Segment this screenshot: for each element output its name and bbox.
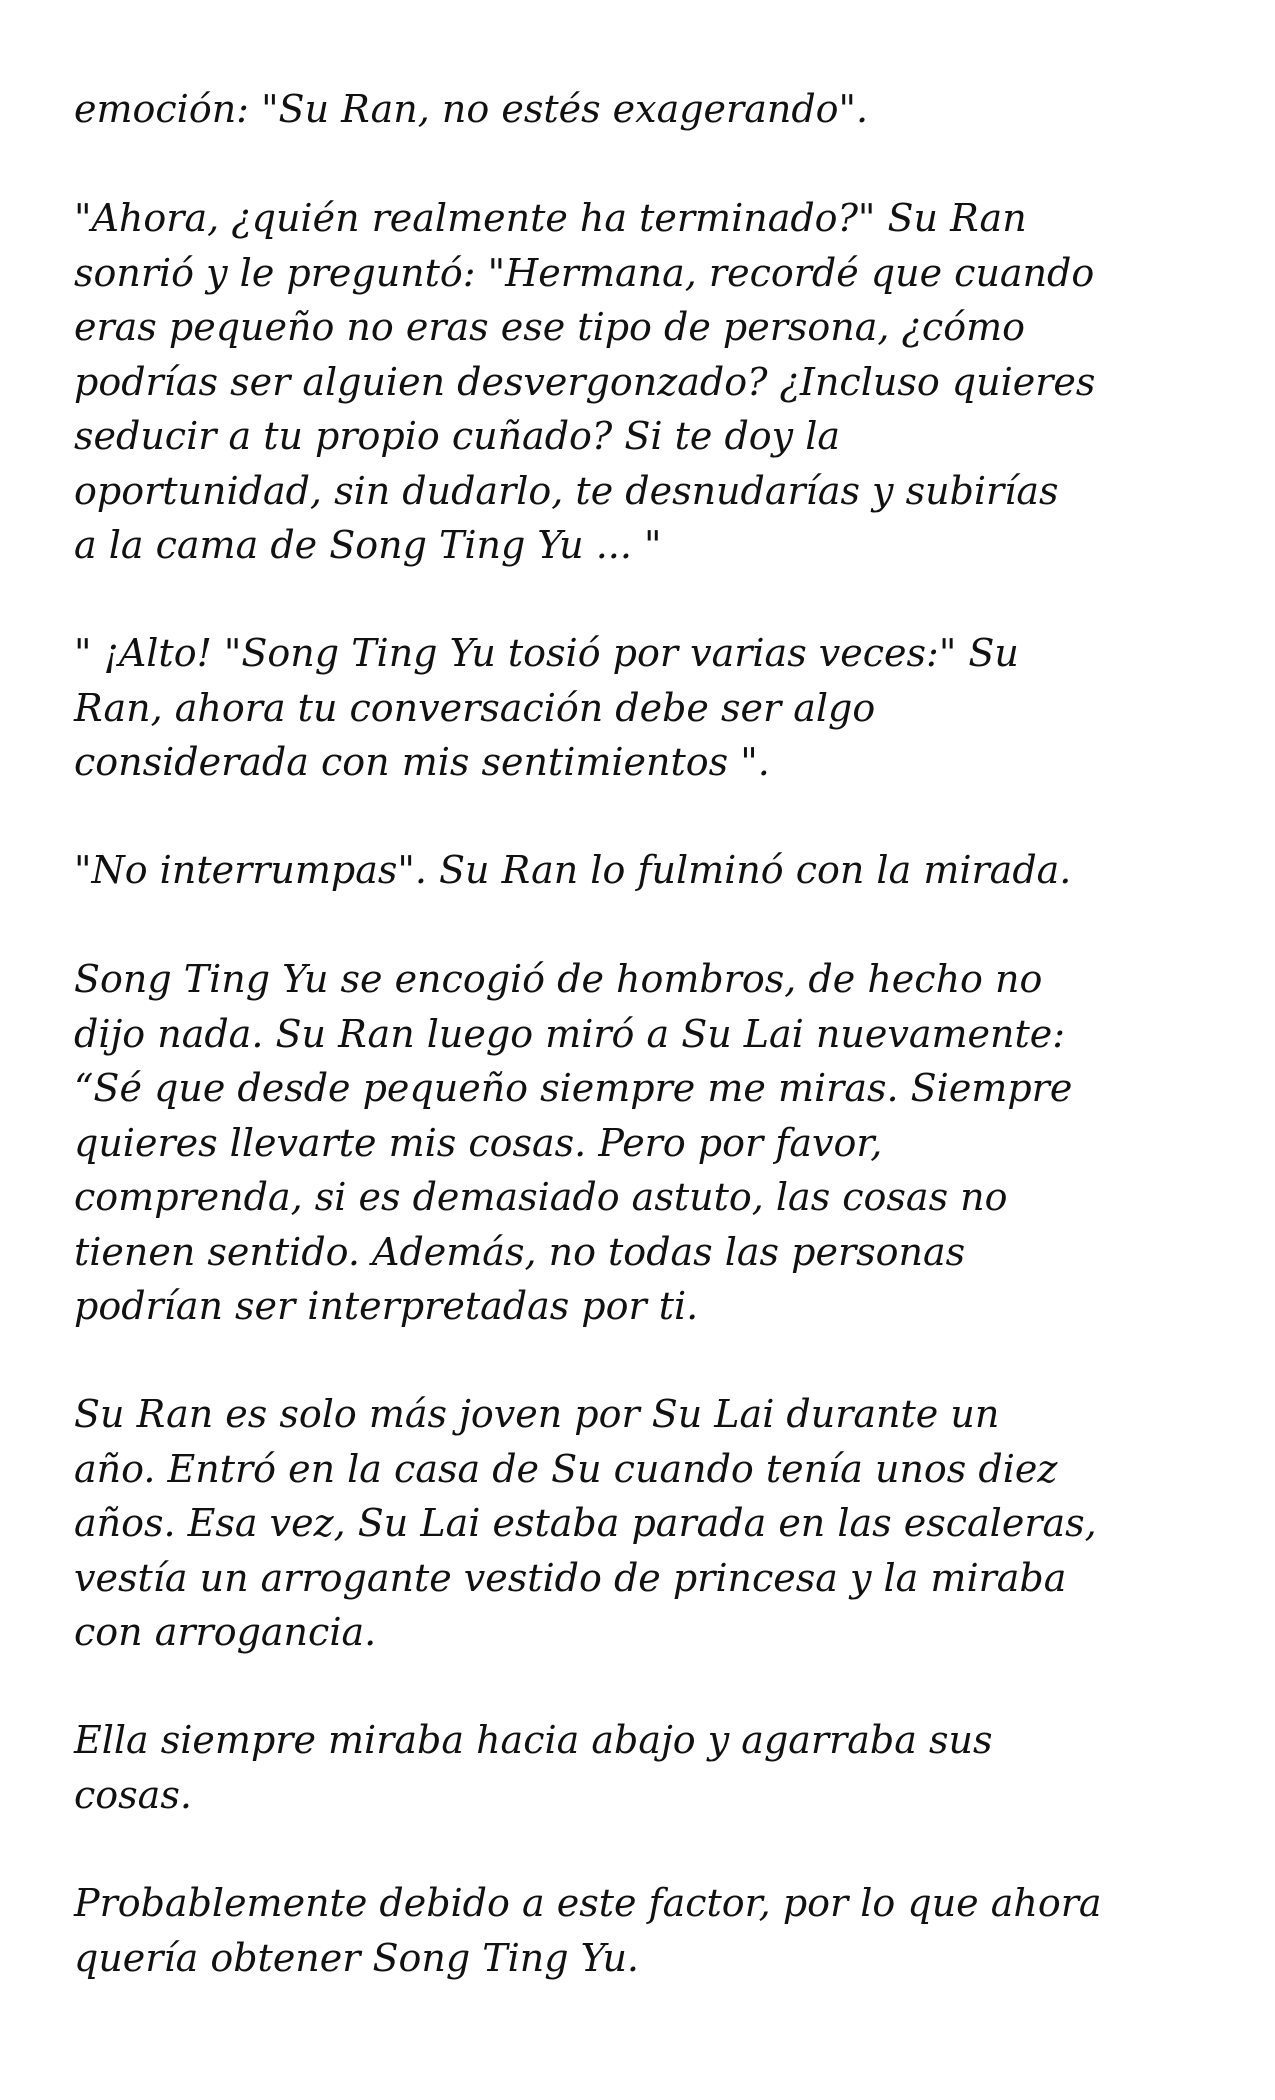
text-line: quería obtener Song Ting Yu. [74, 1935, 640, 1980]
paragraph-6 [74, 1387, 1219, 1660]
text-line: seducir a tu propio cuñado? Si te doy la [74, 414, 841, 458]
text-line: quieres llevarte mis cosas. Pero por favor, [74, 1120, 883, 1165]
text-line: podrían ser interpretadas por ti. [74, 1284, 699, 1328]
text-line: tienen sentido. Además, no todas las personas [74, 1229, 966, 1274]
text-line: con arrogancia. [74, 1610, 377, 1654]
text-line: “Sé que desde pequeño siempre me miras. Siempre [74, 1066, 1073, 1110]
text-line: comprenda, si es demasiado astuto, las cosas no [74, 1175, 1008, 1219]
text-line: "No interrumpas". Su Ran lo fulminó con la mirada. [74, 848, 1072, 892]
text-line: Song Ting Yu se encogió de hombros, de hecho no [74, 957, 1043, 1001]
paragraph-8 [74, 1876, 1219, 1985]
text-line: vestía un arrogante vestido de princesa y la miraba [74, 1555, 1067, 1600]
text-line: podrías ser alguien desvergonzado? ¿Incluso quieres [74, 359, 1096, 404]
text-line: a la cama de Song Ting Yu ... " [74, 523, 662, 567]
text-line: emoción: "Su Ran, no estés exagerando". [74, 87, 869, 131]
text-line: "Ahora, ¿quién realmente ha terminado?" Su Ran [74, 196, 1027, 240]
text-line: eras pequeño no eras ese tipo de persona, ¿cómo [74, 305, 1025, 349]
text-line: Probablemente debido a este factor, por lo que ahora [74, 1881, 1102, 1925]
text-line: Ella siempre miraba hacia abajo y agarraba sus [74, 1718, 993, 1762]
paragraph-2 [74, 191, 1219, 573]
text-line: Ran, ahora tu conversación debe ser algo [74, 685, 876, 730]
text-line: oportunidad, sin dudarlo, te desnudarías y subirías [74, 468, 1059, 513]
text-line: cosas. [74, 1772, 192, 1817]
text-line: años. Esa vez, Su Lai estaba parada en las escaleras, [74, 1501, 1097, 1545]
text-line: considerada con mis sentimientos ". [74, 740, 770, 784]
paragraph-4 [74, 843, 1219, 898]
text-line: dijo nada. Su Ran luego miró a Su Lai nuevamente: [74, 1011, 1066, 1056]
text-line: " ¡Alto! "Song Ting Yu tosió por varias veces:" Su [74, 631, 1019, 675]
paragraph-7 [74, 1713, 1219, 1822]
text-line: Su Ran es solo más joven por Su Lai durante un [74, 1392, 1000, 1436]
text-line: sonrió y le preguntó: "Hermana, recordé que cuando [74, 250, 1095, 295]
paragraph-3 [74, 626, 1219, 790]
paragraph-1 [74, 82, 1219, 137]
paragraph-5 [74, 952, 1219, 1334]
text-line: año. Entró en la casa de Su cuando tenía unos diez [74, 1446, 1058, 1491]
